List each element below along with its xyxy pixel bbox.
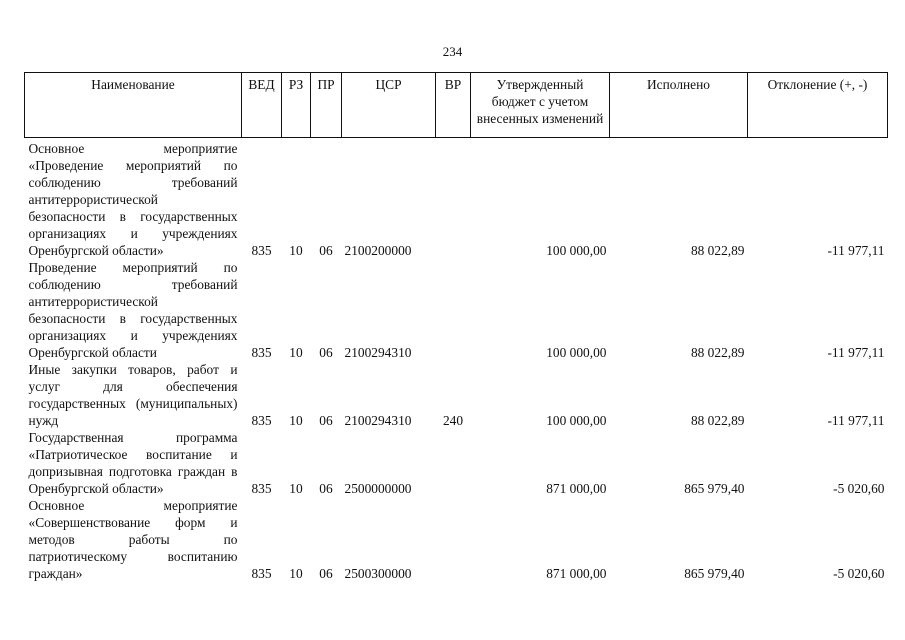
row-approved: 100 000,00 xyxy=(546,345,607,360)
row-csr: 2500000000 xyxy=(344,481,412,496)
row-ved: 835 xyxy=(251,566,272,581)
row-vr xyxy=(436,429,471,497)
row-pr: 06 xyxy=(319,243,333,258)
row-vr xyxy=(436,259,471,361)
row-deviation: -11 977,11 xyxy=(827,345,885,360)
row-csr: 2500300000 xyxy=(344,566,412,581)
header-pr: ПР xyxy=(311,73,342,138)
row-name: Основное мероприятие «Совершенствование форм и методов работы по патриотическому воспитанию граждан» xyxy=(28,498,238,581)
header-csr: ЦСР xyxy=(342,73,436,138)
row-csr: 2100200000 xyxy=(344,243,412,258)
row-pr: 06 xyxy=(319,413,333,428)
row-ved: 835 xyxy=(251,243,272,258)
row-ved: 835 xyxy=(251,413,272,428)
header-executed: Исполнено xyxy=(610,73,748,138)
row-ved: 835 xyxy=(251,345,272,360)
row-approved: 100 000,00 xyxy=(546,243,607,258)
row-deviation: -5 020,60 xyxy=(833,566,885,581)
table-row xyxy=(25,361,888,429)
row-name: Проведение мероприятий по соблюдению требований антитеррористической безопасности в государственных организациях и учреждениях Оренбургской области xyxy=(28,260,238,360)
row-deviation: -11 977,11 xyxy=(827,413,885,428)
table-row xyxy=(25,497,888,582)
row-rz: 10 xyxy=(289,413,303,428)
header-rz: РЗ xyxy=(282,73,311,138)
header-deviation: Отклонение (+, -) xyxy=(748,73,888,138)
row-executed: 88 022,89 xyxy=(690,345,745,360)
table-row xyxy=(25,259,888,361)
row-name: Государственная программа «Патриотическое воспитание и допризывная подготовка граждан в Оренбургской области» xyxy=(28,430,238,496)
table-header-row xyxy=(25,73,888,138)
row-rz: 10 xyxy=(289,345,303,360)
row-executed: 88 022,89 xyxy=(690,413,745,428)
header-name: Наименование xyxy=(25,73,242,138)
row-name: Основное мероприятие «Проведение мероприятий по соблюдению требований антитеррористической безопасности в государственных организациях и учреждениях Оренбургской области» xyxy=(28,141,238,258)
row-rz: 10 xyxy=(289,243,303,258)
page-number: 234 xyxy=(442,44,463,59)
row-ved: 835 xyxy=(251,481,272,496)
row-csr: 2100294310 xyxy=(344,413,412,428)
row-rz: 10 xyxy=(289,566,303,581)
row-pr: 06 xyxy=(319,345,333,360)
row-executed: 865 979,40 xyxy=(684,481,745,496)
row-pr: 06 xyxy=(319,566,333,581)
header-approved: Утвержденный бюджет с учетом внесенных изменений xyxy=(471,73,610,138)
row-rz: 10 xyxy=(289,481,303,496)
table-row xyxy=(25,429,888,497)
row-executed: 88 022,89 xyxy=(690,243,745,258)
row-csr: 2100294310 xyxy=(344,345,412,360)
header-vr: ВР xyxy=(436,73,471,138)
budget-table xyxy=(24,72,888,582)
row-pr: 06 xyxy=(319,481,333,496)
row-approved: 100 000,00 xyxy=(546,413,607,428)
row-vr xyxy=(436,138,471,260)
row-approved: 871 000,00 xyxy=(546,566,607,581)
row-executed: 865 979,40 xyxy=(684,566,745,581)
row-vr: 240 xyxy=(442,413,464,428)
row-deviation: -11 977,11 xyxy=(827,243,885,258)
row-approved: 871 000,00 xyxy=(546,481,607,496)
row-name: Иные закупки товаров, работ и услуг для обеспечения государственных (муниципальных) нужд xyxy=(28,362,238,428)
table-row xyxy=(25,138,888,260)
row-vr xyxy=(436,497,471,582)
row-deviation: -5 020,60 xyxy=(833,481,885,496)
header-ved: ВЕД xyxy=(242,73,282,138)
